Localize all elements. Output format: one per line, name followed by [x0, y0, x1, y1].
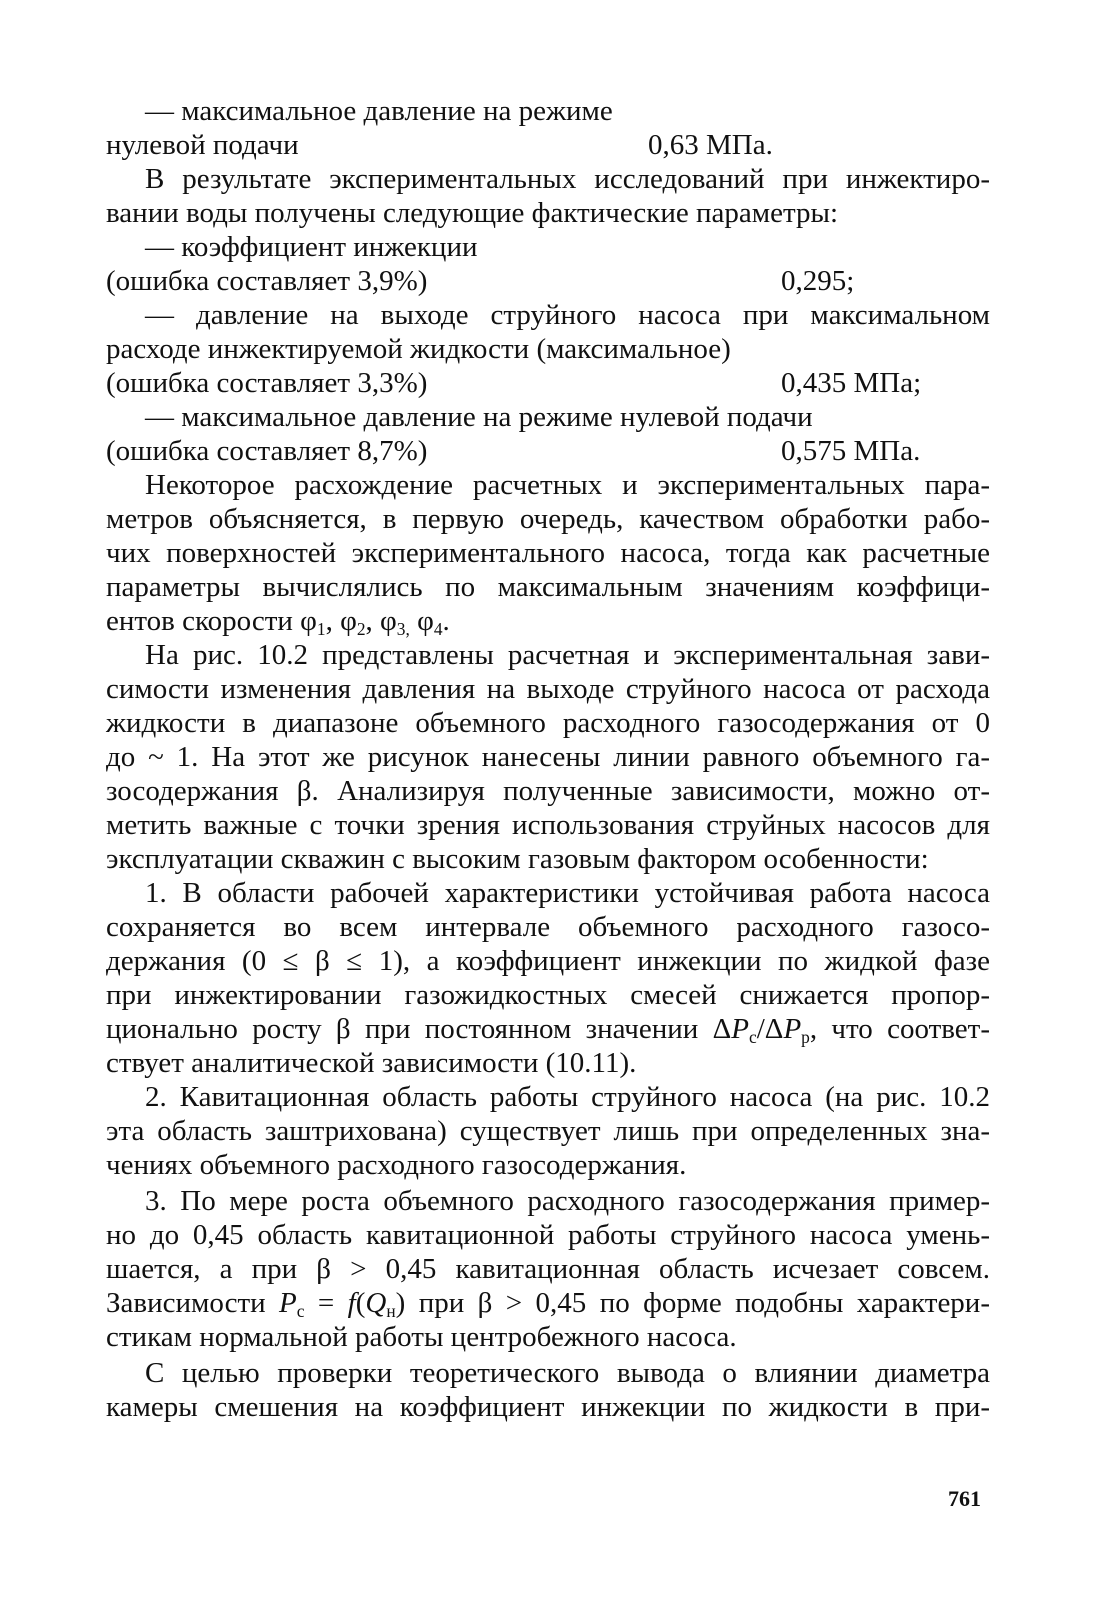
parameter-value: 0,575 МПа. [781, 435, 921, 467]
text-line: — максимальное давление на режиме нулевой подачи [145, 401, 813, 433]
text-line: ствует аналитической зависимости (10.11). [106, 1047, 637, 1079]
text-line: симости изменения давления на выходе струйного насоса от расхода [106, 673, 990, 705]
text-line: при инжектировании газожидкостных смесей снижается пропор- [106, 979, 990, 1011]
text-line: ентов скорости $\varphi_1$, $\varphi_2$, $\varphi_{3,}$ $\varphi_4$. [106, 605, 450, 640]
text-line: — коэффициент инжекции [145, 231, 478, 263]
text-line: расходе инжектируемой жидкости (максимальное) [106, 333, 731, 365]
text-line [106, 128, 990, 162]
parameter-value: 0,63 МПа. [648, 129, 773, 161]
text-line: Некоторое расхождение расчетных и экспериментальных пара- [145, 469, 990, 501]
page-number: 761 [948, 1486, 981, 1511]
text-line: С целью проверки теоретического вывода о влиянии диаметра [145, 1357, 990, 1389]
text-line: ционально росту β при постоянном значении $\Delta P_c/\Delta P_p$, что соответ- [106, 1013, 990, 1048]
text-line: шается, а при β > 0,45 кавитационная область исчезает совсем. [106, 1253, 990, 1285]
text-line: зосодержания β. Анализируя полученные зависимости, можно от- [106, 775, 990, 807]
text-line: метить важные с точки зрения использования струйных насосов для [106, 809, 990, 841]
text-line: 3. По мере роста объемного расходного газосодержания пример- [145, 1185, 990, 1217]
text-line: 1. В области рабочей характеристики устойчивая работа насоса [145, 877, 990, 909]
text-line: сохраняется во всем интервале объемного расходного газосо- [106, 911, 990, 943]
text-line: эта область заштрихована) существует лишь при определенных зна- [106, 1115, 990, 1147]
text-line [106, 264, 990, 298]
text-line: камеры смешения на коэффициент инжекции по жидкости в при- [106, 1391, 990, 1423]
text-line: чениях объемного расходного газосодержания. [106, 1149, 687, 1181]
text-line: — давление на выходе струйного насоса при максимальном [145, 299, 990, 331]
text-line: 2. Кавитационная область работы струйного насоса (на рис. 10.2 [145, 1081, 990, 1113]
parameter-label: (ошибка составляет 8,7%) [106, 435, 428, 467]
text-line [106, 434, 990, 468]
parameter-label: (ошибка составляет 3,3%) [106, 367, 428, 399]
text-line: метров объясняется, в первую очередь, качеством обработки рабо- [106, 503, 990, 535]
text-line: параметры вычислялись по максимальным значениям коэффици- [106, 571, 990, 603]
text-line: вании воды получены следующие фактические параметры: [106, 197, 839, 229]
parameter-label: нулевой подачи [106, 129, 299, 161]
parameter-value: 0,435 МПа; [781, 367, 922, 399]
text-line [106, 366, 990, 400]
text-line: но до 0,45 область кавитационной работы струйного насоса умень- [106, 1219, 990, 1251]
text-line: до ~ 1. На этот же рисунок нанесены линии равного объемного га- [106, 741, 990, 773]
text-line: В результате экспериментальных исследований при инжектиро- [145, 163, 990, 195]
text-line: эксплуатации скважин с высоким газовым фактором особенности: [106, 843, 929, 875]
text-line: жидкости в диапазоне объемного расходного газосодержания от 0 [106, 707, 990, 739]
parameter-value: 0,295; [781, 265, 855, 297]
text-line: — максимальное давление на режиме [145, 95, 613, 127]
text-line: держания (0 ≤ β ≤ 1), а коэффициент инжекции по жидкой фазе [106, 945, 990, 977]
text-line: Зависимости $P_c = f(Q_н)$ при β > 0,45 по форме подобны характери- [106, 1287, 990, 1322]
text-line: чих поверхностей экспериментального насоса, тогда как расчетные [106, 537, 990, 569]
parameter-label: (ошибка составляет 3,9%) [106, 265, 428, 297]
text-line: стикам нормальной работы центробежного насоса. [106, 1321, 737, 1353]
text-line: На рис. 10.2 представлены расчетная и экспериментальная зави- [145, 639, 990, 671]
